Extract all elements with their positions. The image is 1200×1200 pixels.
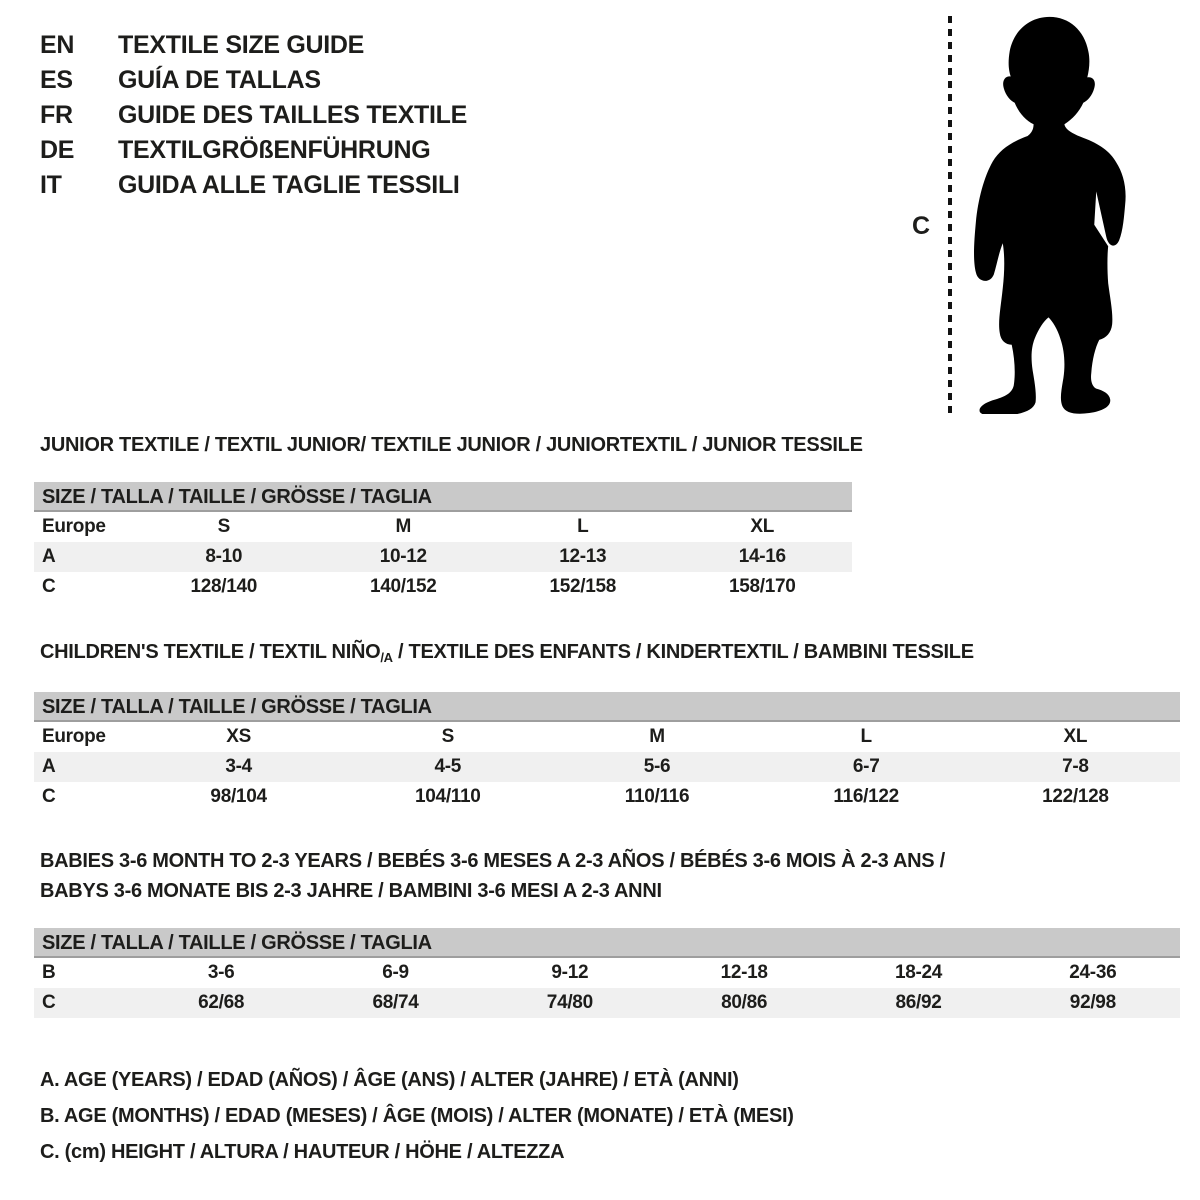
months-cell: 12-18 [720,962,768,983]
months-cell: 9-12 [551,962,589,983]
lang-code-fr: FR [40,101,73,129]
height-cell: 158/170 [728,576,796,597]
height-cell: 86/92 [895,992,942,1013]
size-cell: M [395,516,412,537]
lang-title-fr: GUIDE DES TAILLES TEXTILE [118,101,468,129]
row-label: A [42,546,56,567]
babies-table-size-header: SIZE / TALLA / TAILLE / GRÖSSE / TAGLIA [34,928,1180,958]
months-cell: 3-6 [207,962,235,983]
height-cell: 140/152 [369,576,437,597]
size-cell: L [577,516,589,537]
height-cell: 128/140 [190,576,258,597]
lang-row-it [40,168,467,203]
babies-row-height [34,988,1180,1018]
lang-code-de: DE [40,136,75,164]
legend-line-a: A. AGE (YEARS) / EDAD (AÑOS) / ÂGE (ANS) / ALTER (JAHRE) / ETÀ (ANNI) [40,1069,739,1091]
age-cell: 7-8 [1062,756,1089,777]
children-title-post: / TEXTILE DES ENFANTS / KINDERTEXTIL / BAMBINI TESSILE [392,641,974,663]
height-cell: 152/158 [549,576,617,597]
months-cell: 24-36 [1069,962,1117,983]
lang-row-en [40,28,467,63]
junior-table-size-header: SIZE / TALLA / TAILLE / GRÖSSE / TAGLIA [34,482,852,512]
lang-title-it: GUIDA ALLE TAGLIE TESSILI [118,171,460,199]
age-cell: 6-7 [852,756,880,777]
row-label: C [42,992,56,1013]
age-cell: 10-12 [379,546,427,567]
size-cell: S [441,726,454,747]
children-size-table [34,692,1180,812]
children-row-height [34,782,1180,812]
row-label: A [42,756,56,777]
babies-row-months [34,958,1180,988]
babies-title-line1: BABIES 3-6 MONTH TO 2-3 YEARS / BEBÉS 3-6 MESES A 2-3 AÑOS / BÉBÉS 3-6 MOIS À 2-3 ANS / [40,850,945,872]
lang-code-en: EN [40,31,75,59]
height-cell: 68/74 [372,992,419,1013]
row-label: Europe [42,516,106,537]
size-cell: XL [750,516,775,537]
height-measure-label: C [912,212,930,240]
row-label: Europe [42,726,106,747]
children-row-europe [34,722,1180,752]
legend-block [40,1062,794,1170]
lang-code-it: IT [40,171,62,199]
children-title-sub: /A [380,650,393,665]
height-measure-dashed-line [948,16,952,416]
height-cell: 122/128 [1042,786,1109,807]
toddler-silhouette-image [958,14,1142,414]
junior-size-table [34,482,852,602]
children-section-title [40,641,974,665]
size-cell: XS [226,726,251,747]
lang-row-de [40,133,467,168]
height-cell: 104/110 [415,786,481,807]
babies-title-line2: BABYS 3-6 MONATE BIS 2-3 JAHRE / BAMBINI 3-6 MESI A 2-3 ANNI [40,880,662,902]
lang-title-de: TEXTILGRÖßENFÜHRUNG [118,136,431,164]
language-title-block [40,28,467,203]
age-cell: 14-16 [738,546,786,567]
row-label: C [42,786,56,807]
babies-size-table [34,928,1180,1018]
lang-code-es: ES [40,66,73,94]
junior-row-europe [34,512,852,542]
children-table-size-header: SIZE / TALLA / TAILLE / GRÖSSE / TAGLIA [34,692,1180,722]
age-cell: 8-10 [205,546,243,567]
age-cell: 5-6 [643,756,671,777]
lang-row-fr [40,98,467,133]
height-cell: 116/122 [833,786,899,807]
age-cell: 3-4 [225,756,252,777]
junior-row-age [34,542,852,572]
height-cell: 92/98 [1069,992,1116,1013]
height-cell: 80/86 [721,992,768,1013]
lang-row-es [40,63,467,98]
row-label: C [42,576,56,597]
legend-line-b: B. AGE (MONTHS) / EDAD (MESES) / ÂGE (MOIS) / ALTER (MONATE) / ETÀ (MESI) [40,1105,794,1127]
lang-title-es: GUÍA DE TALLAS [118,66,321,94]
size-cell: S [217,516,230,537]
height-cell: 98/104 [210,786,267,807]
size-cell: M [649,726,665,747]
lang-title-en: TEXTILE SIZE GUIDE [118,31,365,59]
months-cell: 6-9 [382,962,409,983]
junior-section-title: JUNIOR TEXTILE / TEXTIL JUNIOR/ TEXTILE JUNIOR / JUNIORTEXTIL / JUNIOR TESSILE [40,434,863,456]
height-cell: 62/68 [198,992,245,1013]
height-cell: 110/116 [624,786,690,807]
months-cell: 18-24 [894,962,943,983]
size-cell: L [860,726,872,747]
age-cell: 12-13 [559,546,607,567]
legend-line-c: C. (cm) HEIGHT / ALTURA / HAUTEUR / HÖHE / ALTEZZA [40,1141,565,1163]
row-label: B [42,962,56,983]
age-cell: 4-5 [434,756,462,777]
children-row-age [34,752,1180,782]
babies-section-title [40,846,945,906]
children-title-pre: CHILDREN'S TEXTILE / TEXTIL NIÑO [40,641,381,663]
height-cell: 74/80 [546,992,593,1013]
size-cell: XL [1063,726,1088,747]
junior-row-height [34,572,852,602]
